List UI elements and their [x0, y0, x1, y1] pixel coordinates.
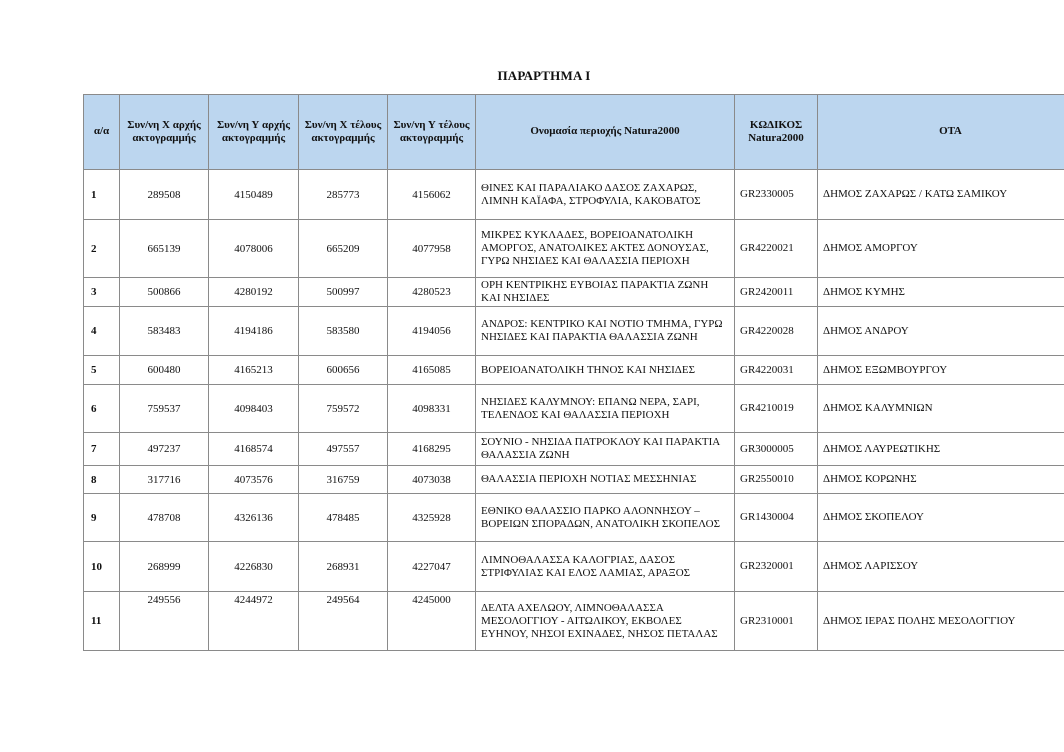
table-row	[84, 307, 1064, 356]
x-end-cell: 316759	[299, 466, 388, 494]
row-index: 4	[84, 307, 120, 356]
y-end-cell: 4165085	[388, 356, 476, 385]
x-start-cell: 317716	[120, 466, 209, 494]
table-row	[84, 494, 1064, 542]
y-start-cell: 4226830	[209, 542, 299, 592]
table-row	[84, 466, 1064, 494]
y-end-cell: 4073038	[388, 466, 476, 494]
y-start-cell: 4244972	[209, 592, 299, 651]
y-end-cell: 4194056	[388, 307, 476, 356]
row-index: 6	[84, 385, 120, 433]
x-end-cell: 583580	[299, 307, 388, 356]
area-name-cell: ΔΕΛΤΑ ΑΧΕΛΩΟΥ, ΛΙΜΝΟΘΑΛΑΣΣΑ ΜΕΣΟΛΟΓΓΙΟΥ - ΑΙΤΩΛΙΚΟΥ, ΕΚΒΟΛΕΣ ΕΥΗΝΟΥ, ΝΗΣΟΙ ΕΧΙΝΑΔΕΣ, ΝΗΣΟΣ ΠΕΤΑΛΑΣ	[476, 592, 735, 651]
row-index: 1	[84, 170, 120, 220]
header-x-end: Συν/νη Χ τέλους ακτογραμμής	[299, 95, 388, 170]
y-start-cell: 4078006	[209, 220, 299, 278]
y-start-cell: 4168574	[209, 433, 299, 466]
y-end-cell: 4077958	[388, 220, 476, 278]
x-start-cell: 600480	[120, 356, 209, 385]
header-index: α/α	[84, 95, 120, 170]
x-end-cell: 600656	[299, 356, 388, 385]
ota-cell: ΔΗΜΟΣ ΑΜΟΡΓΟΥ	[818, 220, 1064, 278]
natura-code-cell: GR4210019	[735, 385, 818, 433]
header-area-name: Ονομασία περιοχής Natura2000	[476, 95, 735, 170]
x-start-cell: 268999	[120, 542, 209, 592]
table-row	[84, 278, 1064, 307]
table-row	[84, 170, 1064, 220]
area-name-cell: ΘΑΛΑΣΣΙΑ ΠΕΡΙΟΧΗ ΝΟΤΙΑΣ ΜΕΣΣΗΝΙΑΣ	[476, 466, 735, 494]
row-index: 9	[84, 494, 120, 542]
table-body	[84, 170, 1064, 651]
y-end-cell: 4325928	[388, 494, 476, 542]
header-row	[84, 95, 1064, 170]
x-start-cell: 665139	[120, 220, 209, 278]
ota-cell: ΔΗΜΟΣ ΕΞΩΜΒΟΥΡΓΟΥ	[818, 356, 1064, 385]
ota-cell: ΔΗΜΟΣ ΖΑΧΑΡΩΣ / ΚΑΤΩ ΣΑΜΙΚΟΥ	[818, 170, 1064, 220]
row-index: 5	[84, 356, 120, 385]
y-start-cell: 4165213	[209, 356, 299, 385]
natura-code-cell: GR2310001	[735, 592, 818, 651]
x-end-cell: 500997	[299, 278, 388, 307]
natura-code-cell: GR4220021	[735, 220, 818, 278]
table-row	[84, 385, 1064, 433]
natura-code-cell: GR1430004	[735, 494, 818, 542]
row-index: 10	[84, 542, 120, 592]
x-start-cell: 249556	[120, 592, 209, 651]
area-name-cell: ΣΟΥΝΙΟ - ΝΗΣΙΔΑ ΠΑΤΡΟΚΛΟΥ ΚΑΙ ΠΑΡΑΚΤΙΑ ΘΑΛΑΣΣΙΑ ΖΩΝΗ	[476, 433, 735, 466]
area-name-cell: ΟΡΗ ΚΕΝΤΡΙΚΗΣ ΕΥΒΟΙΑΣ ΠΑΡΑΚΤΙΑ ΖΩΝΗ ΚΑΙ ΝΗΣΙΔΕΣ	[476, 278, 735, 307]
area-name-cell: ΘΙΝΕΣ ΚΑΙ ΠΑΡΑΛΙΑΚΟ ΔΑΣΟΣ ΖΑΧΑΡΩΣ, ΛΙΜΝΗ ΚΑΪΑΦΑ, ΣΤΡΟΦΥΛΙΑ, ΚΑΚΟΒΑΤΟΣ	[476, 170, 735, 220]
header-natura-code: ΚΩΔΙΚΟΣ Natura2000	[735, 95, 818, 170]
page-title: ΠΑΡΑΡΤΗΜΑ Ι	[497, 68, 591, 83]
y-end-cell: 4280523	[388, 278, 476, 307]
area-name-cell: ΕΘΝΙΚΟ ΘΑΛΑΣΣΙΟ ΠΑΡΚΟ ΑΛΟΝΝΗΣΟΥ – ΒΟΡΕΙΩΝ ΣΠΟΡΑΔΩΝ, ΑΝΑΤΟΛΙΚΗ ΣΚΟΠΕΛΟΣ	[476, 494, 735, 542]
x-start-cell: 583483	[120, 307, 209, 356]
row-index: 11	[84, 592, 120, 651]
row-index: 8	[84, 466, 120, 494]
header-y-start: Συν/νη Υ αρχής ακτογραμμής	[209, 95, 299, 170]
natura-code-cell: GR2550010	[735, 466, 818, 494]
table-row	[84, 433, 1064, 466]
table-row	[84, 356, 1064, 385]
row-index: 3	[84, 278, 120, 307]
table-row	[84, 592, 1064, 651]
x-start-cell: 289508	[120, 170, 209, 220]
x-end-cell: 285773	[299, 170, 388, 220]
header-ota: ΟΤΑ	[818, 95, 1064, 170]
y-end-cell: 4245000	[388, 592, 476, 651]
y-end-cell: 4227047	[388, 542, 476, 592]
table-row	[84, 220, 1064, 278]
y-end-cell: 4098331	[388, 385, 476, 433]
ota-cell: ΔΗΜΟΣ ΚΥΜΗΣ	[818, 278, 1064, 307]
y-end-cell: 4156062	[388, 170, 476, 220]
natura-code-cell: GR4220028	[735, 307, 818, 356]
ota-cell: ΔΗΜΟΣ ΚΟΡΩΝΗΣ	[818, 466, 1064, 494]
natura-table-container	[83, 94, 1064, 651]
ota-cell: ΔΗΜΟΣ ΑΝΔΡΟΥ	[818, 307, 1064, 356]
y-start-cell: 4150489	[209, 170, 299, 220]
natura-code-cell: GR2420011	[735, 278, 818, 307]
x-start-cell: 478708	[120, 494, 209, 542]
y-start-cell: 4326136	[209, 494, 299, 542]
natura-code-cell: GR2330005	[735, 170, 818, 220]
x-end-cell: 478485	[299, 494, 388, 542]
ota-cell: ΔΗΜΟΣ ΛΑΡΙΣΣΟΥ	[818, 542, 1064, 592]
y-end-cell: 4168295	[388, 433, 476, 466]
x-end-cell: 665209	[299, 220, 388, 278]
x-end-cell: 759572	[299, 385, 388, 433]
x-start-cell: 497237	[120, 433, 209, 466]
x-start-cell: 759537	[120, 385, 209, 433]
x-start-cell: 500866	[120, 278, 209, 307]
row-index: 2	[84, 220, 120, 278]
x-end-cell: 249564	[299, 592, 388, 651]
table-row	[84, 542, 1064, 592]
natura-code-cell: GR2320001	[735, 542, 818, 592]
natura-code-cell: GR4220031	[735, 356, 818, 385]
y-start-cell: 4073576	[209, 466, 299, 494]
area-name-cell: ΜΙΚΡΕΣ ΚΥΚΛΑΔΕΣ, ΒΟΡΕΙΟΑΝΑΤΟΛΙΚΗ ΑΜΟΡΓΟΣ, ΑΝΑΤΟΛΙΚΕΣ ΑΚΤΕΣ ΔΟΝΟΥΣΑΣ, ΓΥΡΩ ΝΗΣΙΔΕΣ ΚΑΙ ΘΑΛΑΣΣΙΑ ΠΕΡΙΟΧΗ	[476, 220, 735, 278]
natura-code-cell: GR3000005	[735, 433, 818, 466]
header-x-start: Συν/νη Χ αρχής ακτογραμμής	[120, 95, 209, 170]
area-name-cell: ΛΙΜΝΟΘΑΛΑΣΣΑ ΚΑΛΟΓΡΙΑΣ, ΔΑΣΟΣ ΣΤΡΙΦΥΛΙΑΣ ΚΑΙ ΕΛΟΣ ΛΑΜΙΑΣ, ΑΡΑΞΟΣ	[476, 542, 735, 592]
natura-coastline-table	[83, 94, 1064, 651]
ota-cell: ΔΗΜΟΣ ΙΕΡΑΣ ΠΟΛΗΣ ΜΕΣΟΛΟΓΓΙΟΥ	[818, 592, 1064, 651]
y-start-cell: 4280192	[209, 278, 299, 307]
x-end-cell: 268931	[299, 542, 388, 592]
row-index: 7	[84, 433, 120, 466]
header-y-end: Συν/νη Υ τέλους ακτογραμμής	[388, 95, 476, 170]
ota-cell: ΔΗΜΟΣ ΚΑΛΥΜΝΙΩΝ	[818, 385, 1064, 433]
area-name-cell: ΑΝΔΡΟΣ: ΚΕΝΤΡΙΚΟ ΚΑΙ ΝΟΤΙΟ ΤΜΗΜΑ, ΓΥΡΩ ΝΗΣΙΔΕΣ ΚΑΙ ΠΑΡΑΚΤΙΑ ΘΑΛΑΣΣΙΑ ΖΩΝΗ	[476, 307, 735, 356]
area-name-cell: ΝΗΣΙΔΕΣ ΚΑΛΥΜΝΟΥ: ΕΠΑΝΩ ΝΕΡΑ, ΣΑΡΙ, ΤΕΛΕΝΔΟΣ ΚΑΙ ΘΑΛΑΣΣΙΑ ΠΕΡΙΟΧΗ	[476, 385, 735, 433]
table-header	[84, 95, 1064, 170]
y-start-cell: 4194186	[209, 307, 299, 356]
area-name-cell: ΒΟΡΕΙΟΑΝΑΤΟΛΙΚΗ ΤΗΝΟΣ ΚΑΙ ΝΗΣΙΔΕΣ	[476, 356, 735, 385]
x-end-cell: 497557	[299, 433, 388, 466]
ota-cell: ΔΗΜΟΣ ΛΑΥΡΕΩΤΙΚΗΣ	[818, 433, 1064, 466]
y-start-cell: 4098403	[209, 385, 299, 433]
ota-cell: ΔΗΜΟΣ ΣΚΟΠΕΛΟΥ	[818, 494, 1064, 542]
